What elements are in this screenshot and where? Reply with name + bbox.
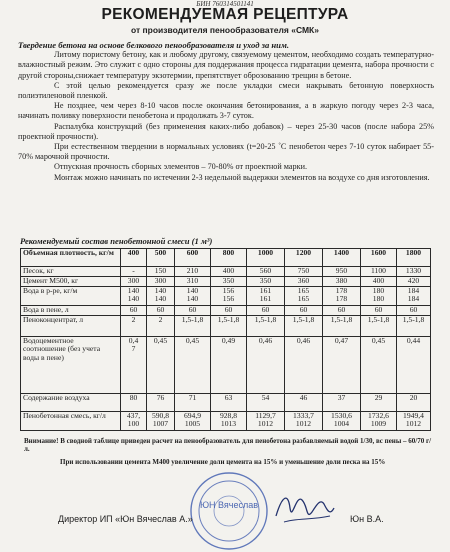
density-column: 1800 [397,249,431,267]
table-cell: 1732,6 1009 [361,412,397,431]
table-cell: 750 [285,267,323,277]
table-cell: 590,8 1007 [147,412,175,431]
table-cell: 80 [121,394,147,412]
row-label: Вода в пене, л [21,306,121,316]
table-cell: 1,5-1,8 [211,316,247,337]
table-cell: 400 [211,267,247,277]
table-cell: 165 165 [285,287,323,306]
table-cell: 694,9 1005 [175,412,211,431]
table-cell: - [121,267,147,277]
table-row [21,337,431,394]
table-cell: 60 [175,306,211,316]
table-cell: 560 [247,267,285,277]
paragraph: Не позднее, чем через 8-10 часов после окончания бетонирования, а в жаркую погоду через 2-3 часа, начинать поливку поверхности пенобетона и продолжать 3-7 суток. [18,101,434,121]
table-cell: 46 [285,394,323,412]
section-heading: Твердение бетона на основе белкового пенообразователя и уход за ним. [18,40,289,50]
attention-note: Внимание! В сводной таблице приведен расчет на пенообразователь для пенобетона разбавляемый водой 1/30, вс пены – 60/70 г/л. [24,437,432,454]
density-column: 400 [121,249,147,267]
row-label: Пенобетонная смесь, кг/л [21,412,121,431]
density-column: 800 [211,249,247,267]
table-row [21,277,431,287]
table-cell: 420 [397,277,431,287]
table-cell: 1100 [361,267,397,277]
table-cell: 360 [285,277,323,287]
company-stamp [188,470,270,552]
table-cell: 60 [285,306,323,316]
table-cell: 1330 [397,267,431,277]
table-row [21,306,431,316]
table-cell: 928,8 1013 [211,412,247,431]
density-column: 1000 [247,249,285,267]
table-cell: 150 [147,267,175,277]
table-cell: 1,5-1,8 [361,316,397,337]
table-header-row [21,249,431,267]
table-cell: 1129,7 1012 [247,412,285,431]
table-cell: 300 [147,277,175,287]
table-cell: 71 [175,394,211,412]
table-cell: 140 140 [121,287,147,306]
paragraph: С этой целью рекомендуется сразу же после укладки смеси накрывать бетонную поверхность полиэтиленовой пленкой. [18,80,434,101]
table-cell: 140 140 [175,287,211,306]
row-label: Водоцементное соотношение (без учета воды в пене) [21,337,121,394]
table-row [21,267,431,277]
density-column: 600 [175,249,211,267]
table-cell: 1949,4 1012 [397,412,431,431]
row-label: Содержание воздуха [21,394,121,412]
page-subtitle: от производителя пенообразователя «СМК» [131,25,319,35]
table-cell: 1530,6 1004 [323,412,361,431]
density-column: 1200 [285,249,323,267]
table-cell: 350 [211,277,247,287]
table-cell: 0,46 [285,337,323,394]
director-name: Юн В.А. [350,514,384,524]
page-title: РЕКОМЕНДУЕМАЯ РЕЦЕПТУРА [101,6,349,23]
table-cell: 210 [175,267,211,277]
table-cell: 54 [247,394,285,412]
table-cell: 2 [121,316,147,337]
table-cell: 29 [361,394,397,412]
signature [272,486,338,532]
table-cell: 0,47 [323,337,361,394]
table-cell: 437, 100 [121,412,147,431]
table-cell: 0,45 [147,337,175,394]
table-cell: 1333,7 1012 [285,412,323,431]
table-cell: 950 [323,267,361,277]
table-cell: 63 [211,394,247,412]
density-column: 500 [147,249,175,267]
table-title: Рекомендуемый состав пенобетонной смеси (1 м³) [20,236,213,246]
table-cell: 140 140 [147,287,175,306]
stamp-text: ЮН Вячеслав [199,500,259,510]
density-column: 1400 [323,249,361,267]
row-label: Пеноконцентрат, л [21,316,121,337]
table-cell: 161 161 [247,287,285,306]
table-cell: 60 [247,306,285,316]
table-cell: 60 [121,306,147,316]
row-label: Цемент М500, кг [21,277,121,287]
body-text [18,40,434,183]
cement-note: При использовании цемента М400 увеличение доли цемента на 15% и уменьшение доли песка на 15% [60,458,386,466]
table-cell: 178 178 [323,287,361,306]
table-cell: 156 156 [211,287,247,306]
table-cell: 76 [147,394,175,412]
table-cell: 180 180 [361,287,397,306]
table-cell: 1,5-1,8 [323,316,361,337]
table-cell: 37 [323,394,361,412]
table-row [21,394,431,412]
table-cell: 0,49 [211,337,247,394]
registration-code: БИН 760314501141 [196,0,254,8]
table-cell: 2 [147,316,175,337]
table-cell: 60 [361,306,397,316]
table-cell: 0,4 7 [121,337,147,394]
table-cell: 1,5-1,8 [175,316,211,337]
paragraph: Литому пористому бетону, как и любому другому, связуемому цементом, необходимо создать температурно-влажностный режим. Это служит с одно стороны для поддержания процесса гидратации цемента, набора прочности с другой стороны,снижает температуру экзотермии, препятствует оброзованию трещин в бетоне. [18,50,434,80]
table-cell: 400 [361,277,397,287]
table-cell: 1,5-1,8 [285,316,323,337]
table-cell: 350 [247,277,285,287]
row-label: Вода в р-ре, кг/м [21,287,121,306]
paragraph: Отпускная прочность сборных элементов – 70-80% от проектной марки. [54,162,308,172]
paragraph: При естественном твердении в нормальных условиях (t=20-25 ˚С пенобетон через 7-10 суток набирает 55-70% марочной прочности. [18,142,434,162]
header-label: Объемная плотность, кг/м [21,249,121,267]
table-cell: 1,5-1,8 [397,316,431,337]
paragraph: Распалубка конструкций (без применения каких-либо добавок) – через 25-30 часов (после набора 25% проектной прочности). [18,121,434,141]
density-column: 1600 [361,249,397,267]
table-cell: 0,45 [175,337,211,394]
table-cell: 300 [121,277,147,287]
table-cell: 380 [323,277,361,287]
row-label: Песок, кг [21,267,121,277]
table-row [21,412,431,431]
table-cell: 60 [211,306,247,316]
table-cell: 60 [147,306,175,316]
mix-table [20,248,431,431]
paragraph: Монтаж можно начинать по истечении 2-3 недельной выдержки элементов на воздухе со дня изготовления. [54,172,430,182]
table-cell: 1,5-1,8 [247,316,285,337]
table-row [21,316,431,337]
table-row [21,287,431,306]
table-cell: 60 [323,306,361,316]
director-label: Директор ИП «Юн Вячеслав А.» [58,514,193,524]
table-cell: 0,45 [361,337,397,394]
table-cell: 0,46 [247,337,285,394]
table-cell: 0,44 [397,337,431,394]
table-cell: 310 [175,277,211,287]
table-cell: 184 184 [397,287,431,306]
table-cell: 60 [397,306,431,316]
table-cell: 20 [397,394,431,412]
